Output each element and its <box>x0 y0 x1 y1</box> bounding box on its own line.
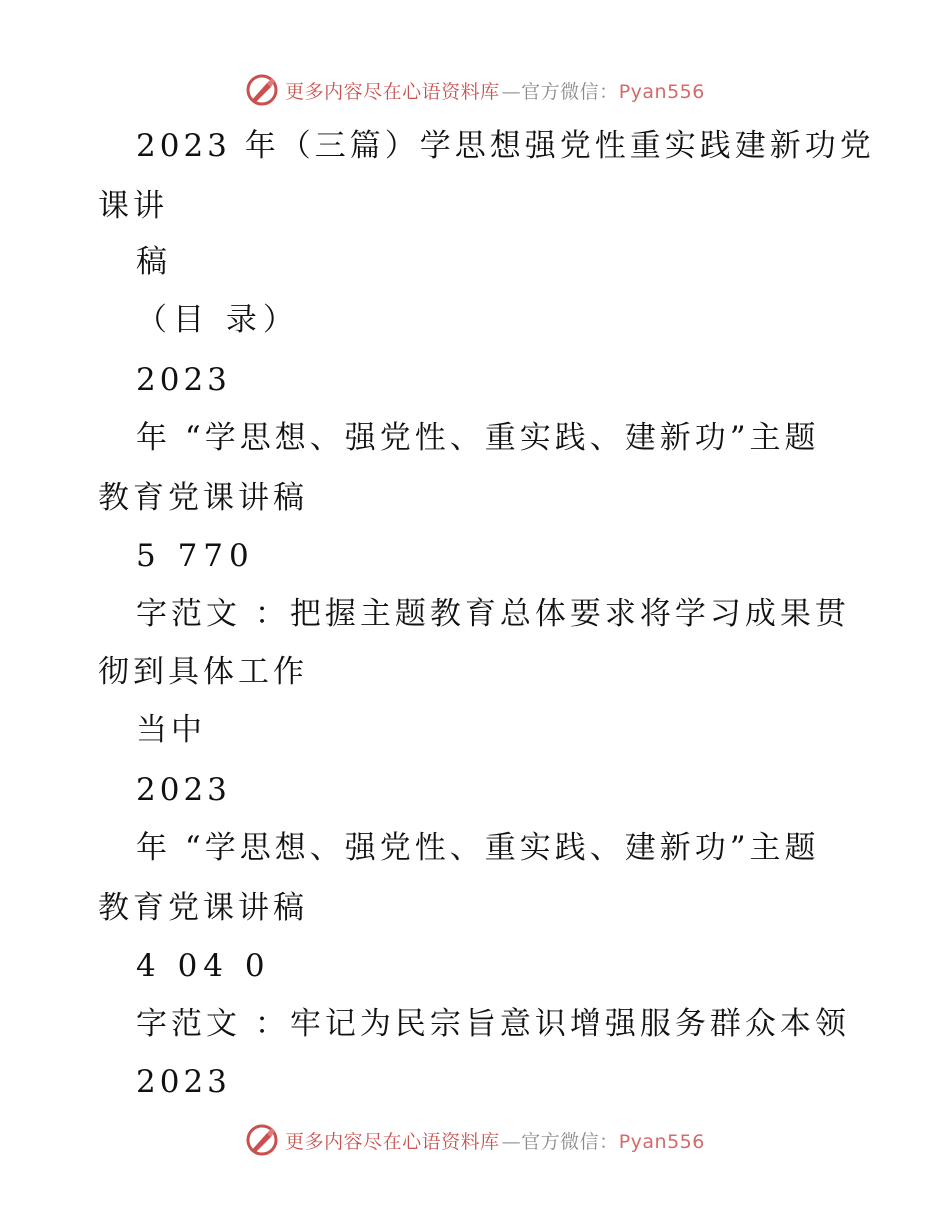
watermark-header <box>0 70 950 110</box>
watermark-site: 更多内容尽在心语资料库 <box>285 80 500 103</box>
toc-line: 彻到具体工作 <box>98 654 308 690</box>
toc-line: 5 770 <box>136 538 255 574</box>
toc-line: 字范文 ：牢记为民宗旨意识增强服务群众本领 <box>136 1006 850 1042</box>
watermark-text <box>285 77 705 104</box>
pen-logo-icon <box>245 1123 279 1157</box>
toc-line: 年 “学思想、强党性、重实践、建新功”主题 <box>136 420 820 456</box>
toc-line: 年 “学思想、强党性、重实践、建新功”主题 <box>136 830 820 866</box>
toc-line: 字范文 ：把握主题教育总体要求将学习成果贯 <box>136 596 850 632</box>
watermark-wechat-label: 官方微信： <box>521 1130 619 1153</box>
watermark-footer <box>0 1120 950 1160</box>
toc-line: 2023 <box>136 362 231 398</box>
watermark-wechat-label: 官方微信： <box>521 80 619 103</box>
watermark-site: 更多内容尽在心语资料库 <box>285 1130 500 1153</box>
toc-line: 4 04 0 <box>136 948 271 984</box>
toc-heading: （目 录） <box>136 302 300 338</box>
watermark-separator: — <box>501 1130 522 1153</box>
title-line-1: 2023 年（三篇）学思想强党性重实践建新功党 <box>136 128 875 164</box>
watermark-separator: — <box>501 80 522 103</box>
pen-logo-icon <box>245 73 279 107</box>
toc-line: 2023 <box>136 772 231 808</box>
toc-line: 教育党课讲稿 <box>98 890 308 926</box>
toc-line: 教育党课讲稿 <box>98 480 308 516</box>
toc-line: 当中 <box>136 712 206 748</box>
toc-line: 2023 <box>136 1064 231 1100</box>
title-line-3: 稿 <box>136 244 171 280</box>
watermark-text <box>285 1127 705 1154</box>
watermark-wechat-id: Pyan556 <box>618 1130 705 1153</box>
watermark-wechat-id: Pyan556 <box>618 80 705 103</box>
title-line-2: 课讲 <box>98 188 168 224</box>
